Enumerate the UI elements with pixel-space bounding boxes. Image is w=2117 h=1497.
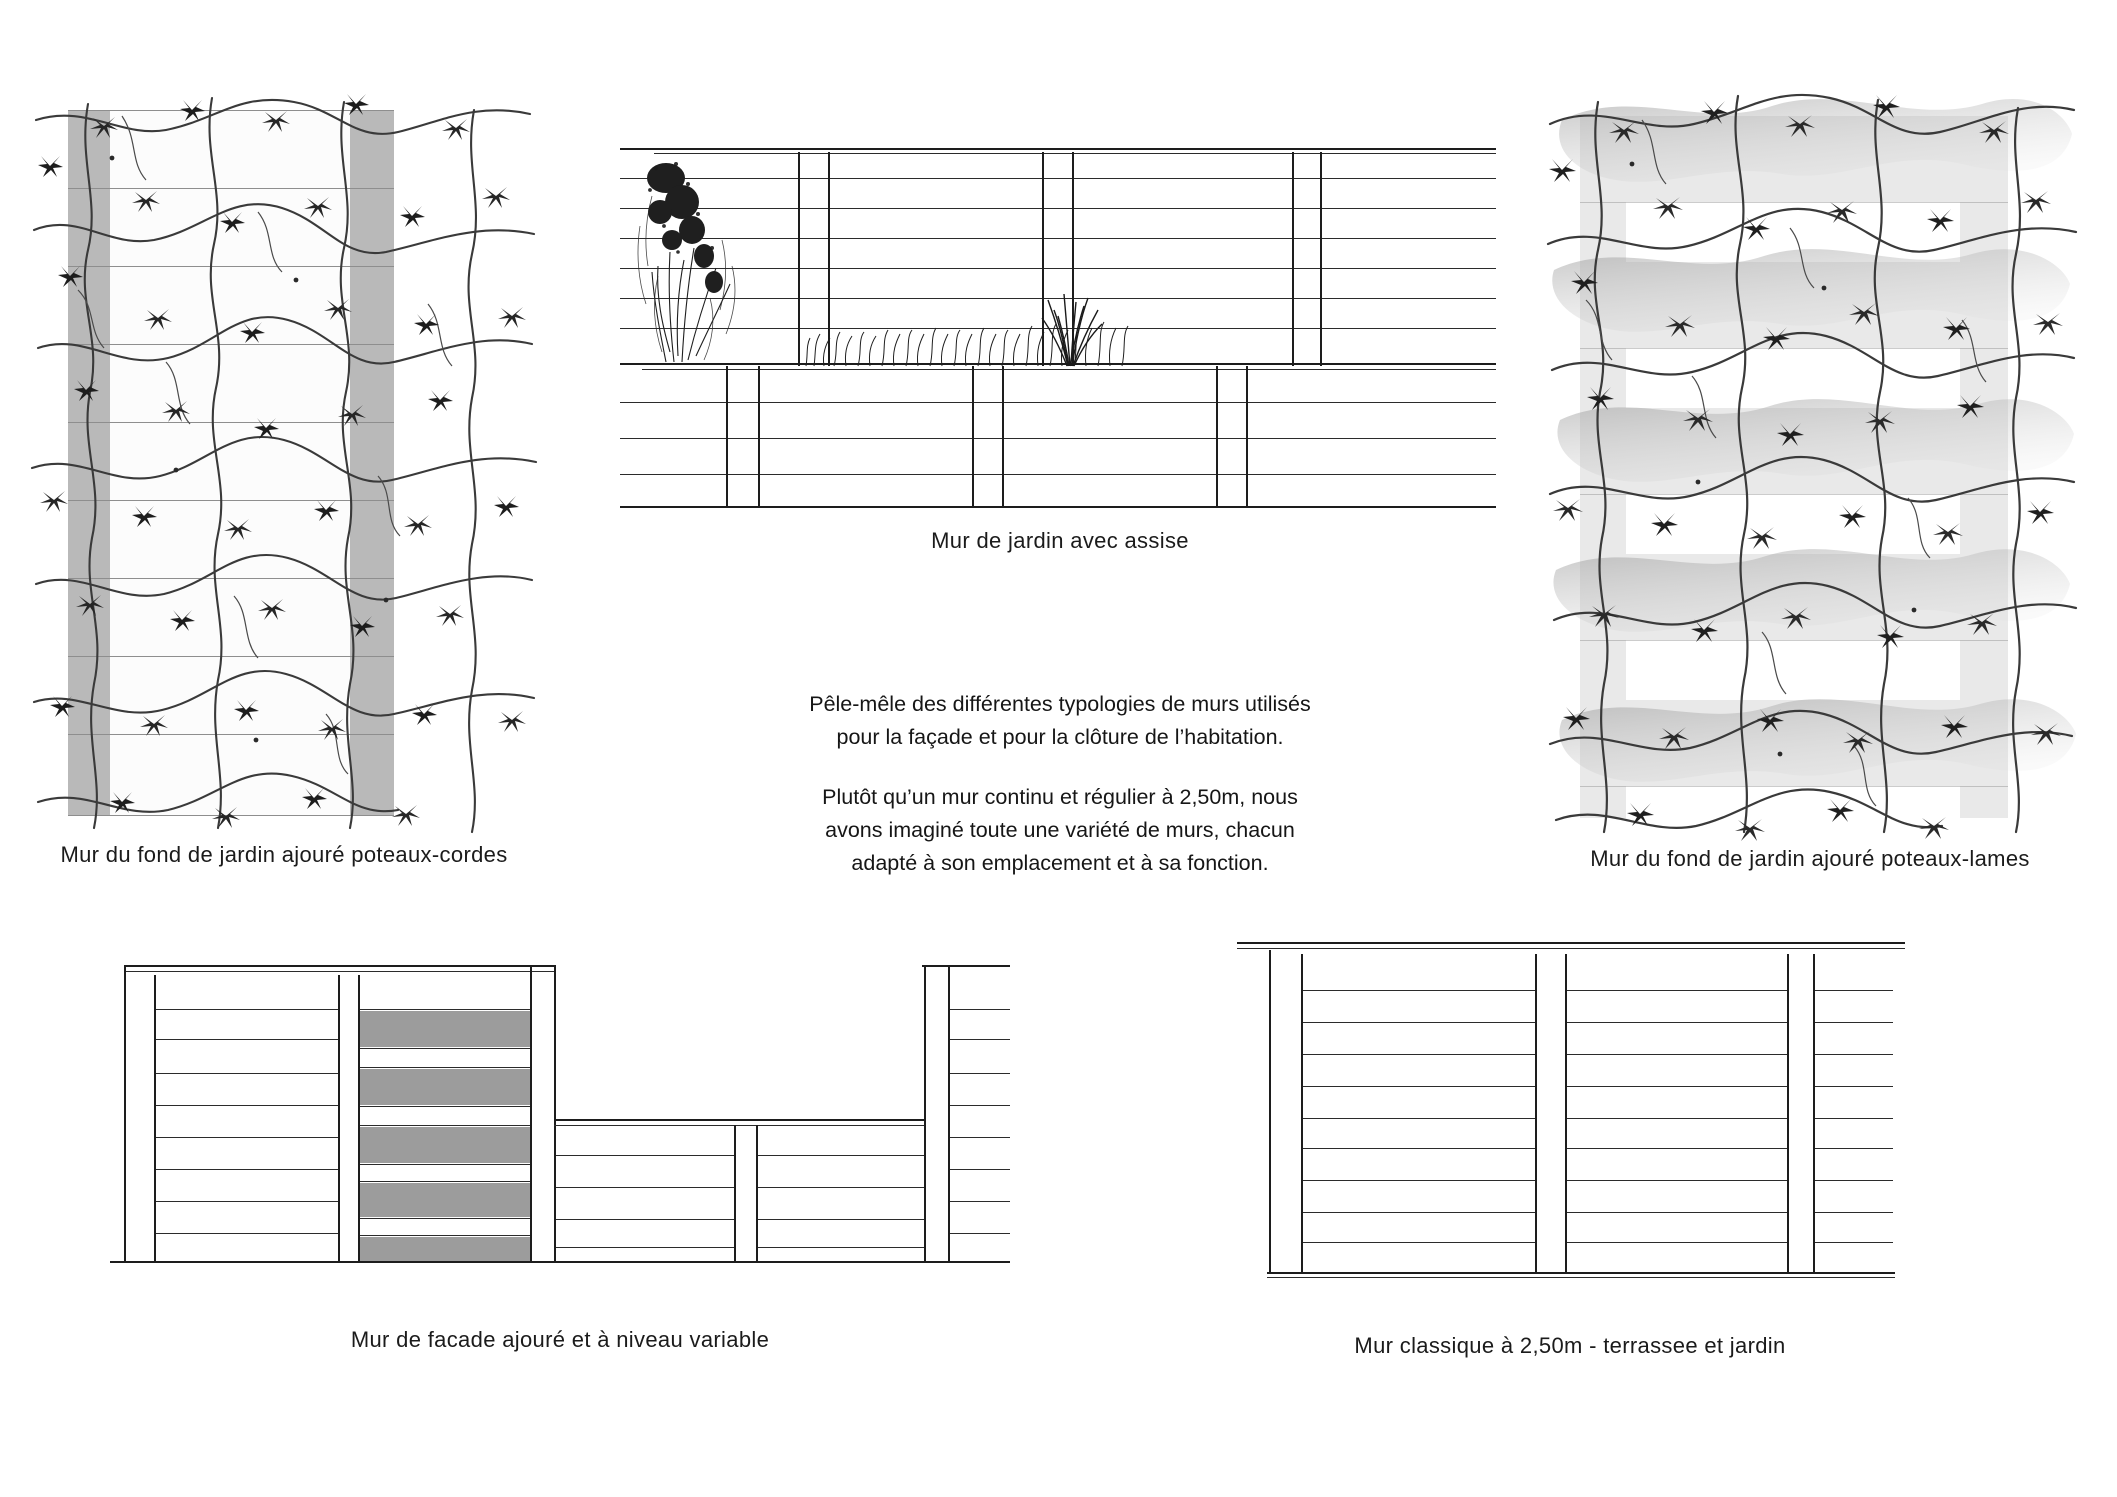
caption-mur-classique: Mur classique à 2,50m - terrassee et jardin: [1354, 1333, 1786, 1358]
post-lower-mid-b: [756, 1125, 758, 1261]
slat-line-bay1: [1303, 1022, 1535, 1023]
post-upper: [1320, 152, 1322, 366]
cap-rail-right-post: [922, 965, 1010, 967]
paragraph-spacer: [760, 755, 1360, 781]
plank-edge: [360, 1181, 530, 1182]
slat-line-bay3: [1815, 1022, 1893, 1023]
slat-line-bay1: [1303, 1242, 1535, 1243]
post-mid-b: [1565, 954, 1567, 1274]
lame-slat: [1580, 408, 2008, 494]
cord-line: [68, 422, 394, 423]
slat-line-bay2: [1567, 1148, 1787, 1149]
wall-face: [110, 110, 350, 816]
cap-rail-top: [620, 148, 1496, 150]
drawing-mur-classique: [1225, 920, 1915, 1300]
slat-line-bay1: [1303, 1148, 1535, 1149]
post-lower-mid: [734, 1125, 736, 1261]
slat-edge: [1580, 640, 2008, 641]
slat-edge: [1580, 786, 2008, 787]
slat-line-low: [556, 1155, 734, 1156]
lame-slat: [1580, 262, 2008, 348]
post-right-of-left-block: [530, 965, 532, 1261]
post-left-inner: [1301, 954, 1303, 1274]
wood-plank: [360, 1127, 530, 1163]
wood-plank: [360, 1069, 530, 1105]
cord-line: [68, 500, 394, 501]
plank-edge: [360, 1125, 530, 1126]
plank-edge: [360, 1067, 530, 1068]
slat-line-bay2: [1567, 1242, 1787, 1243]
slat-line-right: [950, 1201, 1010, 1202]
cap-rail-under: [654, 153, 1496, 154]
slat-line-lower: [620, 402, 1496, 403]
wood-plank: [360, 1183, 530, 1217]
slat-line-bay2: [1567, 1118, 1787, 1119]
slat-line: [156, 1039, 338, 1040]
drawing-poteaux-lames: [1560, 98, 2060, 828]
slat-line-right: [950, 1073, 1010, 1074]
caption-mur-jardin-avec-assise: Mur de jardin avec assise: [931, 528, 1189, 553]
slat-line-right: [950, 1009, 1010, 1010]
slat-line: [156, 1105, 338, 1106]
plank-edge: [360, 1164, 530, 1165]
post-lower: [758, 366, 760, 508]
figure-mur-classique: [1225, 920, 1915, 1300]
post-mid-left: [338, 975, 340, 1261]
slat-line-lower: [620, 474, 1496, 475]
slat-line-bay1: [1303, 1054, 1535, 1055]
figure-mur-fond-jardin-poteaux-cordes: [44, 98, 524, 828]
blurb-line-2: pour la façade et pour la clôture de l’habitation.: [836, 725, 1284, 750]
drawing-mur-assise: [620, 140, 1500, 515]
slat-line-bay1: [1303, 1180, 1535, 1181]
cap-rail-left-block: [124, 965, 554, 967]
post-lower: [972, 366, 974, 508]
post-left-outer: [1269, 950, 1271, 1274]
wood-plank: [360, 1011, 530, 1047]
figure-mur-jardin-avec-assise: [620, 140, 1500, 515]
cap-rail-left-block-under: [124, 971, 554, 972]
slat-edge: [1580, 494, 2008, 495]
slat-line-lower: [620, 438, 1496, 439]
slat-line-bay1: [1303, 1118, 1535, 1119]
drawing-poteaux-cordes: [44, 98, 524, 828]
post-upper: [1292, 152, 1294, 366]
plank-edge: [360, 1009, 530, 1010]
slat-line-right: [950, 1233, 1010, 1234]
description-text-block: [760, 688, 1360, 881]
slat-line-low: [758, 1219, 924, 1220]
figure-mur-facade-ajoure: [110, 935, 1010, 1275]
slat-line-right: [950, 1169, 1010, 1170]
plank-edge: [360, 1235, 530, 1236]
cord-line: [68, 188, 394, 189]
slat-line: [156, 1233, 338, 1234]
slat-line-bay3: [1815, 1086, 1893, 1087]
slat-line-low: [758, 1155, 924, 1156]
blurb-line-1: Pêle-mêle des différentes typologies de murs utilisés: [809, 692, 1311, 716]
slat-line-low: [758, 1247, 924, 1248]
ground-line: [1267, 1272, 1895, 1274]
slat-line-bay3: [1815, 1148, 1893, 1149]
assise-line-under: [642, 369, 1496, 370]
wood-plank: [360, 1237, 530, 1261]
slat-line-bay2: [1567, 990, 1787, 991]
ground-line: [110, 1261, 1010, 1263]
post-lower: [1216, 366, 1218, 508]
slat-line-low: [556, 1219, 734, 1220]
slat-line-bay3: [1815, 990, 1893, 991]
slat-line-bay1: [1303, 990, 1535, 991]
cord-line: [68, 266, 394, 267]
grass-tuft: [1030, 290, 1110, 368]
post-right-b: [1813, 954, 1815, 1274]
slat-line-bay2: [1567, 1086, 1787, 1087]
slat-line-bay3: [1815, 1054, 1893, 1055]
caption-mur-facade-ajoure: Mur de facade ajouré et à niveau variable: [350, 1327, 770, 1352]
post-lower: [1246, 366, 1248, 508]
slat-line-low: [556, 1247, 734, 1248]
post-lower: [726, 366, 728, 508]
slat-edge: [1580, 202, 2008, 203]
slat-line: [156, 1137, 338, 1138]
caption-mur-fond-jardin-poteaux-lames: Mur du fond de jardin ajouré poteaux-lames: [1590, 846, 2030, 871]
slat-line-bay2: [1567, 1054, 1787, 1055]
post-right-of-left-block-b: [554, 965, 556, 1261]
post-right-end: [924, 965, 926, 1261]
post-outer-left-inner: [154, 975, 156, 1261]
post-lower: [1002, 366, 1004, 508]
post-right: [350, 110, 394, 816]
post-left: [68, 110, 110, 816]
slat-line: [156, 1009, 338, 1010]
slat-line-bay3: [1815, 1180, 1893, 1181]
slat-line-low: [758, 1187, 924, 1188]
lame-slat: [1580, 554, 2008, 640]
slat-line-bay1: [1303, 1212, 1535, 1213]
slat-line-low: [556, 1187, 734, 1188]
slat-line-right: [950, 1137, 1010, 1138]
cap-rail-mid-block: [554, 1119, 924, 1121]
blurb-line-5: adapté à son emplacement et à sa fonction.: [851, 851, 1269, 876]
slat-line-right: [950, 1039, 1010, 1040]
plank-edge: [360, 1048, 530, 1049]
slat-line: [156, 1201, 338, 1202]
cord-line: [68, 578, 394, 579]
cap-rail-mid-block-under: [554, 1125, 924, 1126]
figure-mur-fond-jardin-poteaux-lames: [1560, 98, 2060, 828]
cord-line: [68, 656, 394, 657]
slat-line: [156, 1169, 338, 1170]
plank-edge: [360, 1218, 530, 1219]
ground-line-under: [1267, 1277, 1895, 1278]
cord-line: [68, 734, 394, 735]
lame-slat: [1580, 700, 2008, 786]
slat-line: [156, 1073, 338, 1074]
slat-line-bay2: [1567, 1180, 1787, 1181]
cap-rail-top: [1237, 942, 1905, 944]
blurb-line-3: Plutôt qu’un mur continu et régulier à 2,50m, nous: [822, 784, 1298, 809]
cap-rail-under: [1237, 948, 1905, 949]
slat-edge: [1580, 348, 2008, 349]
cord-line: [68, 344, 394, 345]
slat-line-bay2: [1567, 1022, 1787, 1023]
post-outer-left: [124, 965, 126, 1261]
slat-line-bay2: [1567, 1212, 1787, 1213]
blurb-line-4: avons imaginé toute une variété de murs, chacun: [825, 817, 1295, 842]
slat-line-bay1: [1303, 1086, 1535, 1087]
slat-line-right: [950, 1105, 1010, 1106]
slat-line-bay3: [1815, 1118, 1893, 1119]
lame-slat: [1580, 116, 2008, 202]
shrub-tall: [626, 156, 786, 368]
caption-mur-fond-jardin-poteaux-cordes: Mur du fond de jardin ajouré poteaux-cordes: [60, 842, 508, 867]
frame-bottom: [68, 815, 394, 816]
plank-edge: [360, 1106, 530, 1107]
ground-line: [620, 506, 1496, 508]
post-right: [1787, 954, 1789, 1274]
slat-line-bay3: [1815, 1242, 1893, 1243]
frame-top: [68, 110, 394, 111]
post-mid: [1535, 954, 1537, 1274]
drawing-mur-facade: [110, 935, 1010, 1275]
slat-line-bay3: [1815, 1212, 1893, 1213]
